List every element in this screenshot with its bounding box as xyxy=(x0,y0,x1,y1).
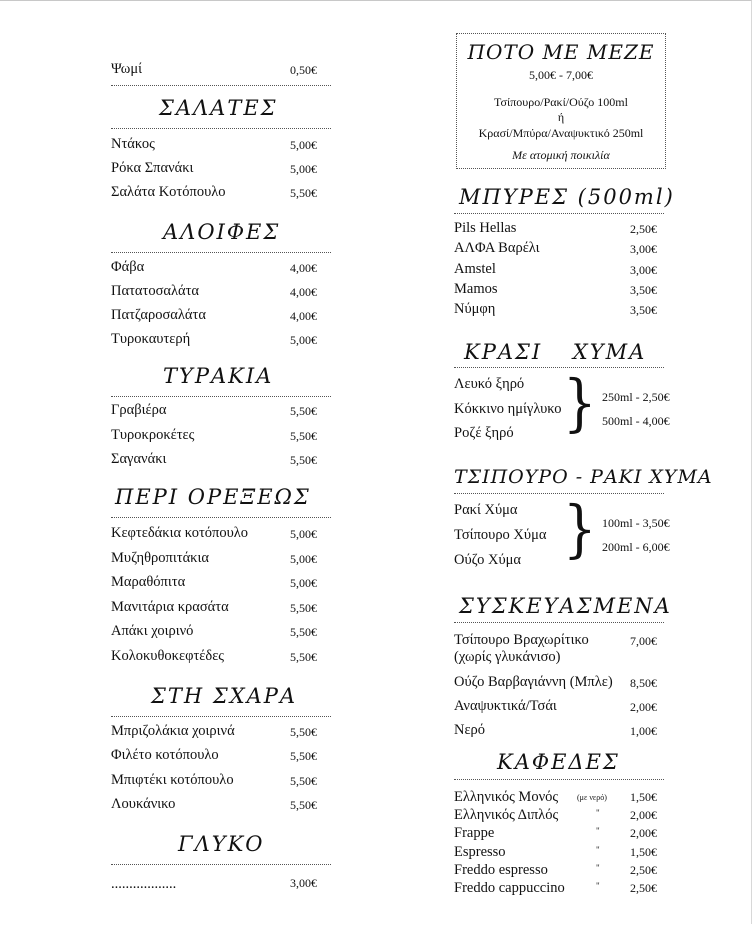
menu-item-name: .................. xyxy=(111,876,177,892)
divider xyxy=(454,622,664,623)
menu-item-price: 4,00€ xyxy=(290,285,317,299)
menu-item-price: 5,50€ xyxy=(290,749,317,763)
menu-item-name: Φιλέτο κοτόπουλο xyxy=(111,747,219,763)
menu-item-price: 3,50€ xyxy=(630,283,657,297)
wine-price: 500ml - 4,00€ xyxy=(602,414,670,428)
menu-item-name: Amstel xyxy=(454,261,496,277)
menu-item-price: 5,50€ xyxy=(290,186,317,200)
spirits-item: Ρακί Χύμα xyxy=(454,502,518,518)
menu-item-price: 5,00€ xyxy=(290,333,317,347)
meze-line1: Τσίπουρο/Ρακί/Ούζο 100ml xyxy=(494,95,628,109)
menu-item-price: 3,00€ xyxy=(630,263,657,277)
menu-item-price: 5,50€ xyxy=(290,725,317,739)
dips-title: ΑΛΟΙΦΕΣ xyxy=(163,220,281,244)
divider xyxy=(111,396,331,397)
menu-item-price: 3,00€ xyxy=(630,242,657,256)
divider xyxy=(454,367,664,368)
wine-title: ΚΡΑΣΙ ΧΥΜΑ xyxy=(464,340,647,364)
menu-item-name: Σαλάτα Κοτόπουλο xyxy=(111,184,226,200)
menu-item-note: (με νερό) xyxy=(577,793,607,802)
menu-item-name: Κολοκυθοκεφτέδες xyxy=(111,648,225,664)
divider xyxy=(111,252,331,253)
beers-title: ΜΠΥΡΕΣ (500ml) xyxy=(459,185,675,209)
meze-note: Με ατομική ποικιλία xyxy=(512,148,610,162)
menu-item-name: Mamos xyxy=(454,281,498,297)
menu-item-price: 5,00€ xyxy=(290,552,317,566)
menu-item-name: Γραβιέρα xyxy=(111,402,167,418)
menu-item-name: Απάκι χοιρινό xyxy=(111,623,194,639)
grill-title: ΣΤΗ ΣΧΑΡΑ xyxy=(151,684,298,708)
menu-item-name: Νερό xyxy=(454,722,486,738)
salads-title: ΣΑΛΑΤΕΣ xyxy=(159,96,278,120)
menu-item-price: 5,50€ xyxy=(290,404,317,418)
menu-item-name: Πατζαροσαλάτα xyxy=(111,307,206,323)
sweet-title: ΓΛΥΚΟ xyxy=(178,832,265,856)
menu-item-name: ΑΛΦΑ Βαρέλι xyxy=(454,240,540,256)
menu-item-price: 5,00€ xyxy=(290,162,317,176)
menu-item-price: 4,00€ xyxy=(290,261,317,275)
appetizers-title: ΠΕΡΙ ΟΡΕΞΕΩΣ xyxy=(115,485,311,509)
menu-item-name: Μπιφτέκι κοτόπουλο xyxy=(111,772,234,788)
bread-name: Ψωμί xyxy=(111,61,142,77)
divider xyxy=(111,85,331,86)
cheeses-title: ΤΥΡΑΚΙΑ xyxy=(163,364,274,388)
menu-item-price: 5,50€ xyxy=(290,453,317,467)
meze-title: ΠΟΤΟ ΜΕ ΜΕΖΕ xyxy=(467,40,655,64)
menu-item-name: Αναψυκτικά/Τσάι xyxy=(454,698,557,714)
menu-item-name: Τυροκροκέτες xyxy=(111,427,195,443)
menu-item-price: 8,50€ xyxy=(630,676,657,690)
menu-item-price: 5,00€ xyxy=(290,527,317,541)
spirits-price: 100ml - 3,50€ xyxy=(602,516,670,530)
menu-item-name: Μαραθόπιτα xyxy=(111,574,186,590)
ditto-mark: " xyxy=(596,863,600,873)
menu-item-name: Frappe xyxy=(454,825,495,841)
menu-item-price: 3,00€ xyxy=(290,876,317,890)
menu-item-name: Νύμφη xyxy=(454,301,496,317)
menu-item-name: Σαγανάκι xyxy=(111,451,167,467)
menu-item-price: 1,50€ xyxy=(630,845,657,859)
divider xyxy=(111,128,331,129)
menu-item-price: 2,50€ xyxy=(630,881,657,895)
meze-or: ή xyxy=(557,110,565,124)
menu-item-name: Κεφτεδάκια κοτόπουλο xyxy=(111,525,249,541)
menu-item-price: 5,00€ xyxy=(290,138,317,152)
ditto-mark: " xyxy=(596,881,600,891)
menu-item-name: Μπριζολάκια χοιρινά xyxy=(111,723,235,739)
menu-item-subtitle: (χωρίς γλυκάνισο) xyxy=(454,649,561,665)
wine-price: 250ml - 2,50€ xyxy=(602,390,670,404)
menu-item-price: 5,50€ xyxy=(290,625,317,639)
menu-item-name: Freddo cappuccino xyxy=(454,880,565,896)
ditto-mark: " xyxy=(596,845,600,855)
wine-item: Ροζέ ξηρό xyxy=(454,425,514,441)
menu-item-price: 2,00€ xyxy=(630,808,657,822)
divider xyxy=(454,213,664,214)
meze-price-range: 5,00€ - 7,00€ xyxy=(529,68,593,82)
ditto-mark: " xyxy=(596,808,600,818)
menu-item-price: 1,50€ xyxy=(630,790,657,804)
menu-item-name: Pils Hellas xyxy=(454,220,517,236)
menu-item-name: Τσίπουρο Βραχωρίτικο xyxy=(454,632,589,648)
packaged-title: ΣΥΣΚΕΥΑΣΜΕΝΑ xyxy=(459,594,672,618)
brace-icon: } xyxy=(562,492,597,565)
spirits-item: Τσίπουρο Χύμα xyxy=(454,527,547,543)
menu-item-price: 5,00€ xyxy=(290,576,317,590)
menu-item-price: 5,50€ xyxy=(290,650,317,664)
menu-item-name: Ελληνικός Διπλός xyxy=(454,807,559,823)
menu-item-price: 5,50€ xyxy=(290,429,317,443)
menu-item-name: Freddo espresso xyxy=(454,862,548,878)
bread-price: 0,50€ xyxy=(290,63,317,77)
menu-item-price: 2,00€ xyxy=(630,700,657,714)
menu-item-price: 7,00€ xyxy=(630,634,657,648)
menu-item-name: Ντάκος xyxy=(111,136,155,152)
menu-item-price: 5,50€ xyxy=(290,798,317,812)
menu-item-name: Πατατοσαλάτα xyxy=(111,283,200,299)
menu-item-name: Τυροκαυτερή xyxy=(111,331,191,347)
divider xyxy=(454,493,664,494)
wine-item: Λευκό ξηρό xyxy=(454,376,525,392)
menu-item-price: 3,50€ xyxy=(630,303,657,317)
menu-item-name: Λουκάνικο xyxy=(111,796,176,812)
ditto-mark: " xyxy=(596,826,600,836)
meze-line2: Κρασί/Μπύρα/Αναψυκτικό 250ml xyxy=(478,126,644,140)
spirits-title: ΤΣΙΠΟΥΡΟ - ΡΑΚΙ ΧΥΜΑ xyxy=(454,466,713,488)
divider xyxy=(111,716,331,717)
menu-item-name: Μανιτάρια κρασάτα xyxy=(111,599,229,615)
menu-item-price: 1,00€ xyxy=(630,724,657,738)
menu-item-name: Espresso xyxy=(454,844,506,860)
menu-item-name: Μυζηθροπιτάκια xyxy=(111,550,209,566)
divider xyxy=(111,864,331,865)
menu-item-name: Ούζο Βαρβαγιάννη (Μπλε) xyxy=(454,674,613,690)
menu-item-price: 2,00€ xyxy=(630,826,657,840)
menu-item-price: 5,50€ xyxy=(290,774,317,788)
coffees-title: ΚΑΦΕΔΕΣ xyxy=(497,750,620,774)
menu-item-name: Φάβα xyxy=(111,259,145,275)
menu-item-name: Ελληνικός Μονός xyxy=(454,789,559,805)
menu-item-price: 2,50€ xyxy=(630,222,657,236)
spirits-item: Ούζο Χύμα xyxy=(454,552,522,568)
divider xyxy=(454,779,664,780)
menu-item-price: 4,00€ xyxy=(290,309,317,323)
menu-item-price: 2,50€ xyxy=(630,863,657,877)
divider xyxy=(111,517,331,518)
menu-item-name: Ρόκα Σπανάκι xyxy=(111,160,194,176)
brace-icon: } xyxy=(562,366,597,439)
wine-item: Κόκκινο ημίγλυκο xyxy=(454,401,562,417)
spirits-price: 200ml - 6,00€ xyxy=(602,540,670,554)
menu-item-price: 5,50€ xyxy=(290,601,317,615)
